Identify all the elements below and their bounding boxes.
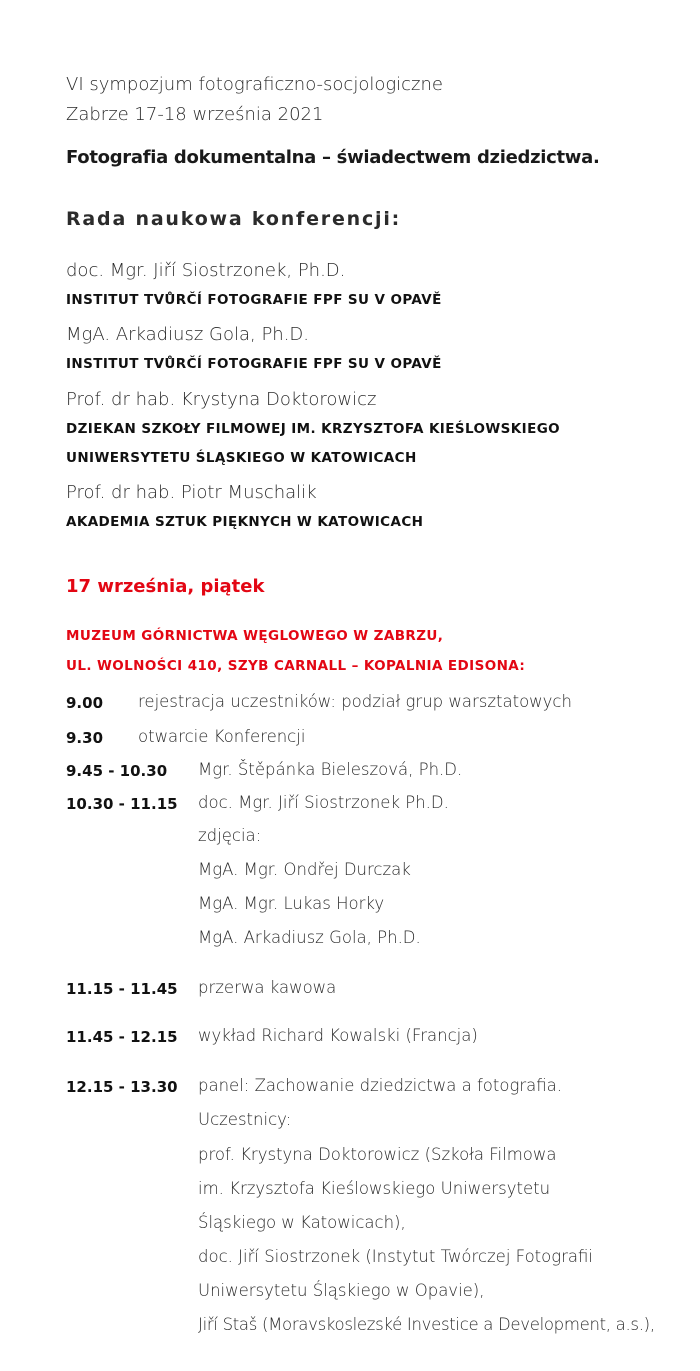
venue-line-1: MUZEUM GÓRNICTWA WĘGLOWEGO W ZABRZU,: [66, 628, 444, 644]
schedule-item: im. Krzysztofa Kieślowskiego Uniwersytetu: [198, 1179, 551, 1198]
council-member-name: doc. Mgr. Jiří Siostrzonek, Ph.D.: [66, 260, 346, 281]
schedule-time: 11.45 - 12.15: [66, 1028, 178, 1046]
council-member-affiliation: AKADEMIA SZTUK PIĘKNYCH W KATOWICACH: [66, 514, 424, 530]
council-member-name: Prof. dr hab. Krystyna Doktorowicz: [66, 389, 377, 410]
schedule-item: wykład Richard Kowalski (Francja): [198, 1026, 478, 1045]
schedule-item: otwarcie Konferencji: [138, 727, 306, 746]
council-member-affiliation: DZIEKAN SZKOŁY FILMOWEJ IM. KRZYSZTOFA KIEŚLOWSKIEGO: [66, 421, 561, 437]
symposium-name: VI sympozjum fotograficzno-socjologiczne: [66, 74, 443, 95]
day-heading: 17 września, piątek: [66, 576, 265, 597]
schedule-item: MgA. Arkadiusz Gola, Ph.D.: [198, 928, 421, 947]
schedule-item: doc. Jiří Siostrzonek (Instytut Twórczej Fotografii: [198, 1247, 594, 1266]
schedule-item: Jiří Staš (Moravskoslezské Investice a Development, a.s.),: [198, 1315, 655, 1334]
schedule-time: 9.30: [66, 729, 104, 747]
schedule-time: 10.30 - 11.15: [66, 795, 178, 813]
schedule-time: 9.45 - 10.30: [66, 762, 168, 780]
schedule-item: MgA. Mgr. Ondřej Durczak: [198, 860, 411, 879]
council-member-name: MgA. Arkadiusz Gola, Ph.D.: [66, 324, 310, 345]
council-member-affiliation: INSTITUT TVŮRČÍ FOTOGRAFIE FPF SU V OPAVĚ: [66, 356, 442, 372]
event-date-place: Zabrze 17-18 września 2021: [66, 104, 324, 125]
council-heading: Rada naukowa konferencji:: [66, 208, 402, 230]
schedule-time: 11.15 - 11.45: [66, 980, 178, 998]
schedule-item: Śląskiego w Katowicach),: [198, 1213, 406, 1232]
schedule-item: Uniwersytetu Śląskiego w Opavie),: [198, 1281, 485, 1300]
council-member-affiliation: INSTITUT TVŮRČÍ FOTOGRAFIE FPF SU V OPAVĚ: [66, 292, 442, 308]
schedule-item: MgA. Mgr. Lukas Horky: [198, 894, 385, 913]
schedule-item: doc. Mgr. Jiří Siostrzonek Ph.D.: [198, 793, 449, 812]
schedule-item: Mgr. Štěpánka Bieleszová, Ph.D.: [198, 760, 463, 779]
venue-line-2: UL. WOLNOŚCI 410, SZYB CARNALL – KOPALNIA EDISONA:: [66, 658, 526, 674]
schedule-item: przerwa kawowa: [198, 978, 337, 997]
conference-title: Fotografia dokumentalna – świadectwem dziedzictwa.: [66, 147, 600, 168]
schedule-item: rejestracja uczestników: podział grup warsztatowych: [138, 692, 572, 711]
schedule-item: panel: Zachowanie dziedzictwa a fotografia.: [198, 1076, 563, 1095]
schedule-time: 12.15 - 13.30: [66, 1078, 178, 1096]
council-member-name: Prof. dr hab. Piotr Muschalik: [66, 482, 317, 503]
schedule-item: Uczestnicy:: [198, 1110, 292, 1129]
council-member-affiliation-line2: UNIWERSYTETU ŚLĄSKIEGO W KATOWICACH: [66, 450, 417, 466]
schedule-time: 9.00: [66, 694, 104, 712]
schedule-item: zdjęcia:: [198, 826, 262, 845]
schedule-item: prof. Krystyna Doktorowicz (Szkoła Filmowa: [198, 1145, 557, 1164]
